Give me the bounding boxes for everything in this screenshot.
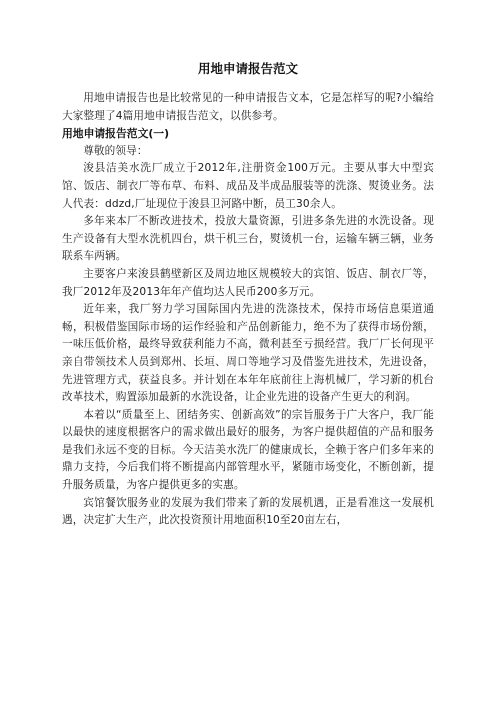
body-paragraph-6: 宾馆餐饮服务业的发展为我们带来了新的发展机遇，正是看准这一发展机遇，决定扩大生产，此次投资预计用地面积10至20亩左右， [62, 496, 434, 527]
salutation: 尊敬的领导： [83, 144, 148, 157]
intro-paragraph: 用地申请报告也是比较常见的一种申请报告文本，它是怎样写的呢?小编给大家整理了4篇用地申请报告范文，以供参考。 [62, 92, 434, 122]
body-paragraph-4: 近年来，我厂努力学习国际国内先进的洗涤技术，保持市场信息渠道通畅，积极借鉴国际市场的运作经验和产品创新能力，绝不为了获得市场份额，一味压低价格，最终导致获利能力不高，微利甚至亏损经营。我厂厂长何现平亲自带领技术人员到郑州、长垣、周口等地学习及借鉴先进技术，先进设备，先进管理方式，获益良多。并计划在本年年底前往上海机械厂，学习新的机台改革技术，购置添加最新的水洗设备，让企业先进的设备产生更大的利润。 [62, 303, 434, 404]
body-paragraph-5: 本着以“质量至上、团结务实、创新高效”的宗旨服务于广大客户，我厂能以最快的速度根据客户的需求做出最好的服务，为客户提供超值的产品和服务是我们永远不变的目标。今天洁美水洗厂的健康成长，全赖于客户们多年来的鼎力支持，今后我们将不断提高内部管理水平，紧随市场变化，不断创新，提升服务质量，为客户提供更多的实惠。 [62, 408, 434, 492]
document-page [62, 60, 434, 530]
body-paragraph-3: 主要客户来浚县鹤壁新区及周边地区规模较大的宾馆、饭店、制衣厂等，我厂2012年及2013年年产值均达人民币200多万元。 [62, 267, 434, 298]
body-paragraph-2: 多年来本厂不断改进技术，投放大量资源，引进多条先进的水洗设备。现生产设备有大型水洗机四台，烘干机三台，熨烫机一台，运输车辆三辆，业务联系车两辆。 [62, 215, 434, 263]
document-title: 用地申请报告范文 [197, 61, 298, 76]
body-paragraph-1: 浚县洁美水洗厂成立于2012年,注册资金100万元。主要从事大中型宾馆、饭店、制衣厂等布草、布料、成品及半成品服装等的洗涤、熨烫业务。法人代表：ddzd,厂址现位于浚县卫河路中断，员工30余人。 [62, 162, 434, 210]
section-heading: 用地申请报告范文(一) [62, 127, 170, 141]
